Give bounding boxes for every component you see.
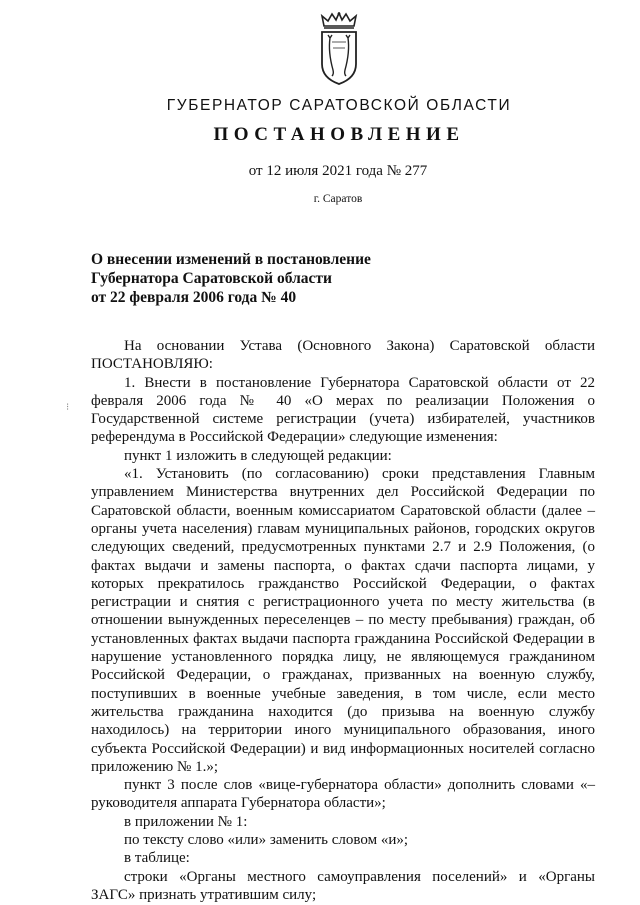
paragraph: в приложении № 1:	[124, 813, 248, 830]
paragraph: пункт 3 после слов «вице-губернатора области» дополнить словами «– руководителя аппарата Губернатора области»;	[91, 777, 595, 812]
margin-scan-mark: ⁝	[66, 402, 70, 413]
subject-line: Губернатора Саратовской области	[91, 270, 332, 287]
issuer-title: ГУБЕРНАТОР САРАТОВСКОЙ ОБЛАСТИ	[166, 97, 512, 114]
paragraph: по тексту слово «или» заменить словом «и»;	[124, 832, 409, 849]
paragraph: пункт 1 изложить в следующей редакции:	[124, 447, 392, 464]
paragraph-quoted-item: «1. Установить (по согласованию) сроки представления Главным управлением Министерства внутренних дел Российской Федерации по Саратовской области, военным комиссариатом Саратовской области (далее – органы учета населения) главам муниципальных районов, городских округов следующих сведений, предусмотренных пунктами 2.7 и 2.9 Положения, (о фактах выдачи и замены паспорта, о фактах сдачи паспорта лицами, у которых прекратилось гражданство Российской Федерации, о фактах регистрации и снятия с регистрационного учета по месту жительства (в отношении вынужденных переселенцев – по месту пребывания) граждан, об установленных фактах выдачи паспорта гражданина Российской Федерации в нарушение установленного порядка лицу, не являющемуся гражданином Российской Федерации, о гражданах, призванных на военную службу, поступивших в военные учебные заведения, в том числе, если место жительства гражданина находится (до призыва на военную службу находилось) на территории иного муниципального образования, иного субъекта Российской Федерации) и вид информационных носителей согласно приложению № 1.»;	[91, 466, 595, 775]
paragraph-item-1: 1. Внести в постановление Губернатора Саратовской области от 22 февраля 2006 года № 40 «О мерах по реализации Положения о Государственной системе регистрации (учета) избирателей, участников референдума в Российской Федерации» следующие изменения:	[91, 374, 595, 446]
paragraph-resolve: ПОСТАНОВЛЯЮ:	[91, 356, 213, 373]
paragraph: в таблице:	[124, 850, 190, 867]
document-city: г. Саратов	[313, 193, 363, 205]
paragraph: строки «Органы местного самоуправления поселений» и «Органы ЗАГС» признать утратившим силу;	[91, 868, 595, 903]
document-date-number: от 12 июля 2021 года № 277	[248, 163, 428, 179]
document-body	[91, 337, 595, 904]
subject-line: О внесении изменений в постановление	[91, 251, 371, 268]
saratov-coat-of-arms-icon	[316, 12, 362, 86]
document-type: ПОСТАНОВЛЕНИЕ	[213, 124, 465, 145]
subject-line: от 22 февраля 2006 года № 40	[91, 289, 297, 306]
document-subject	[91, 250, 511, 307]
paragraph-preamble: На основании Устава (Основного Закона) Саратовской области	[124, 338, 595, 354]
